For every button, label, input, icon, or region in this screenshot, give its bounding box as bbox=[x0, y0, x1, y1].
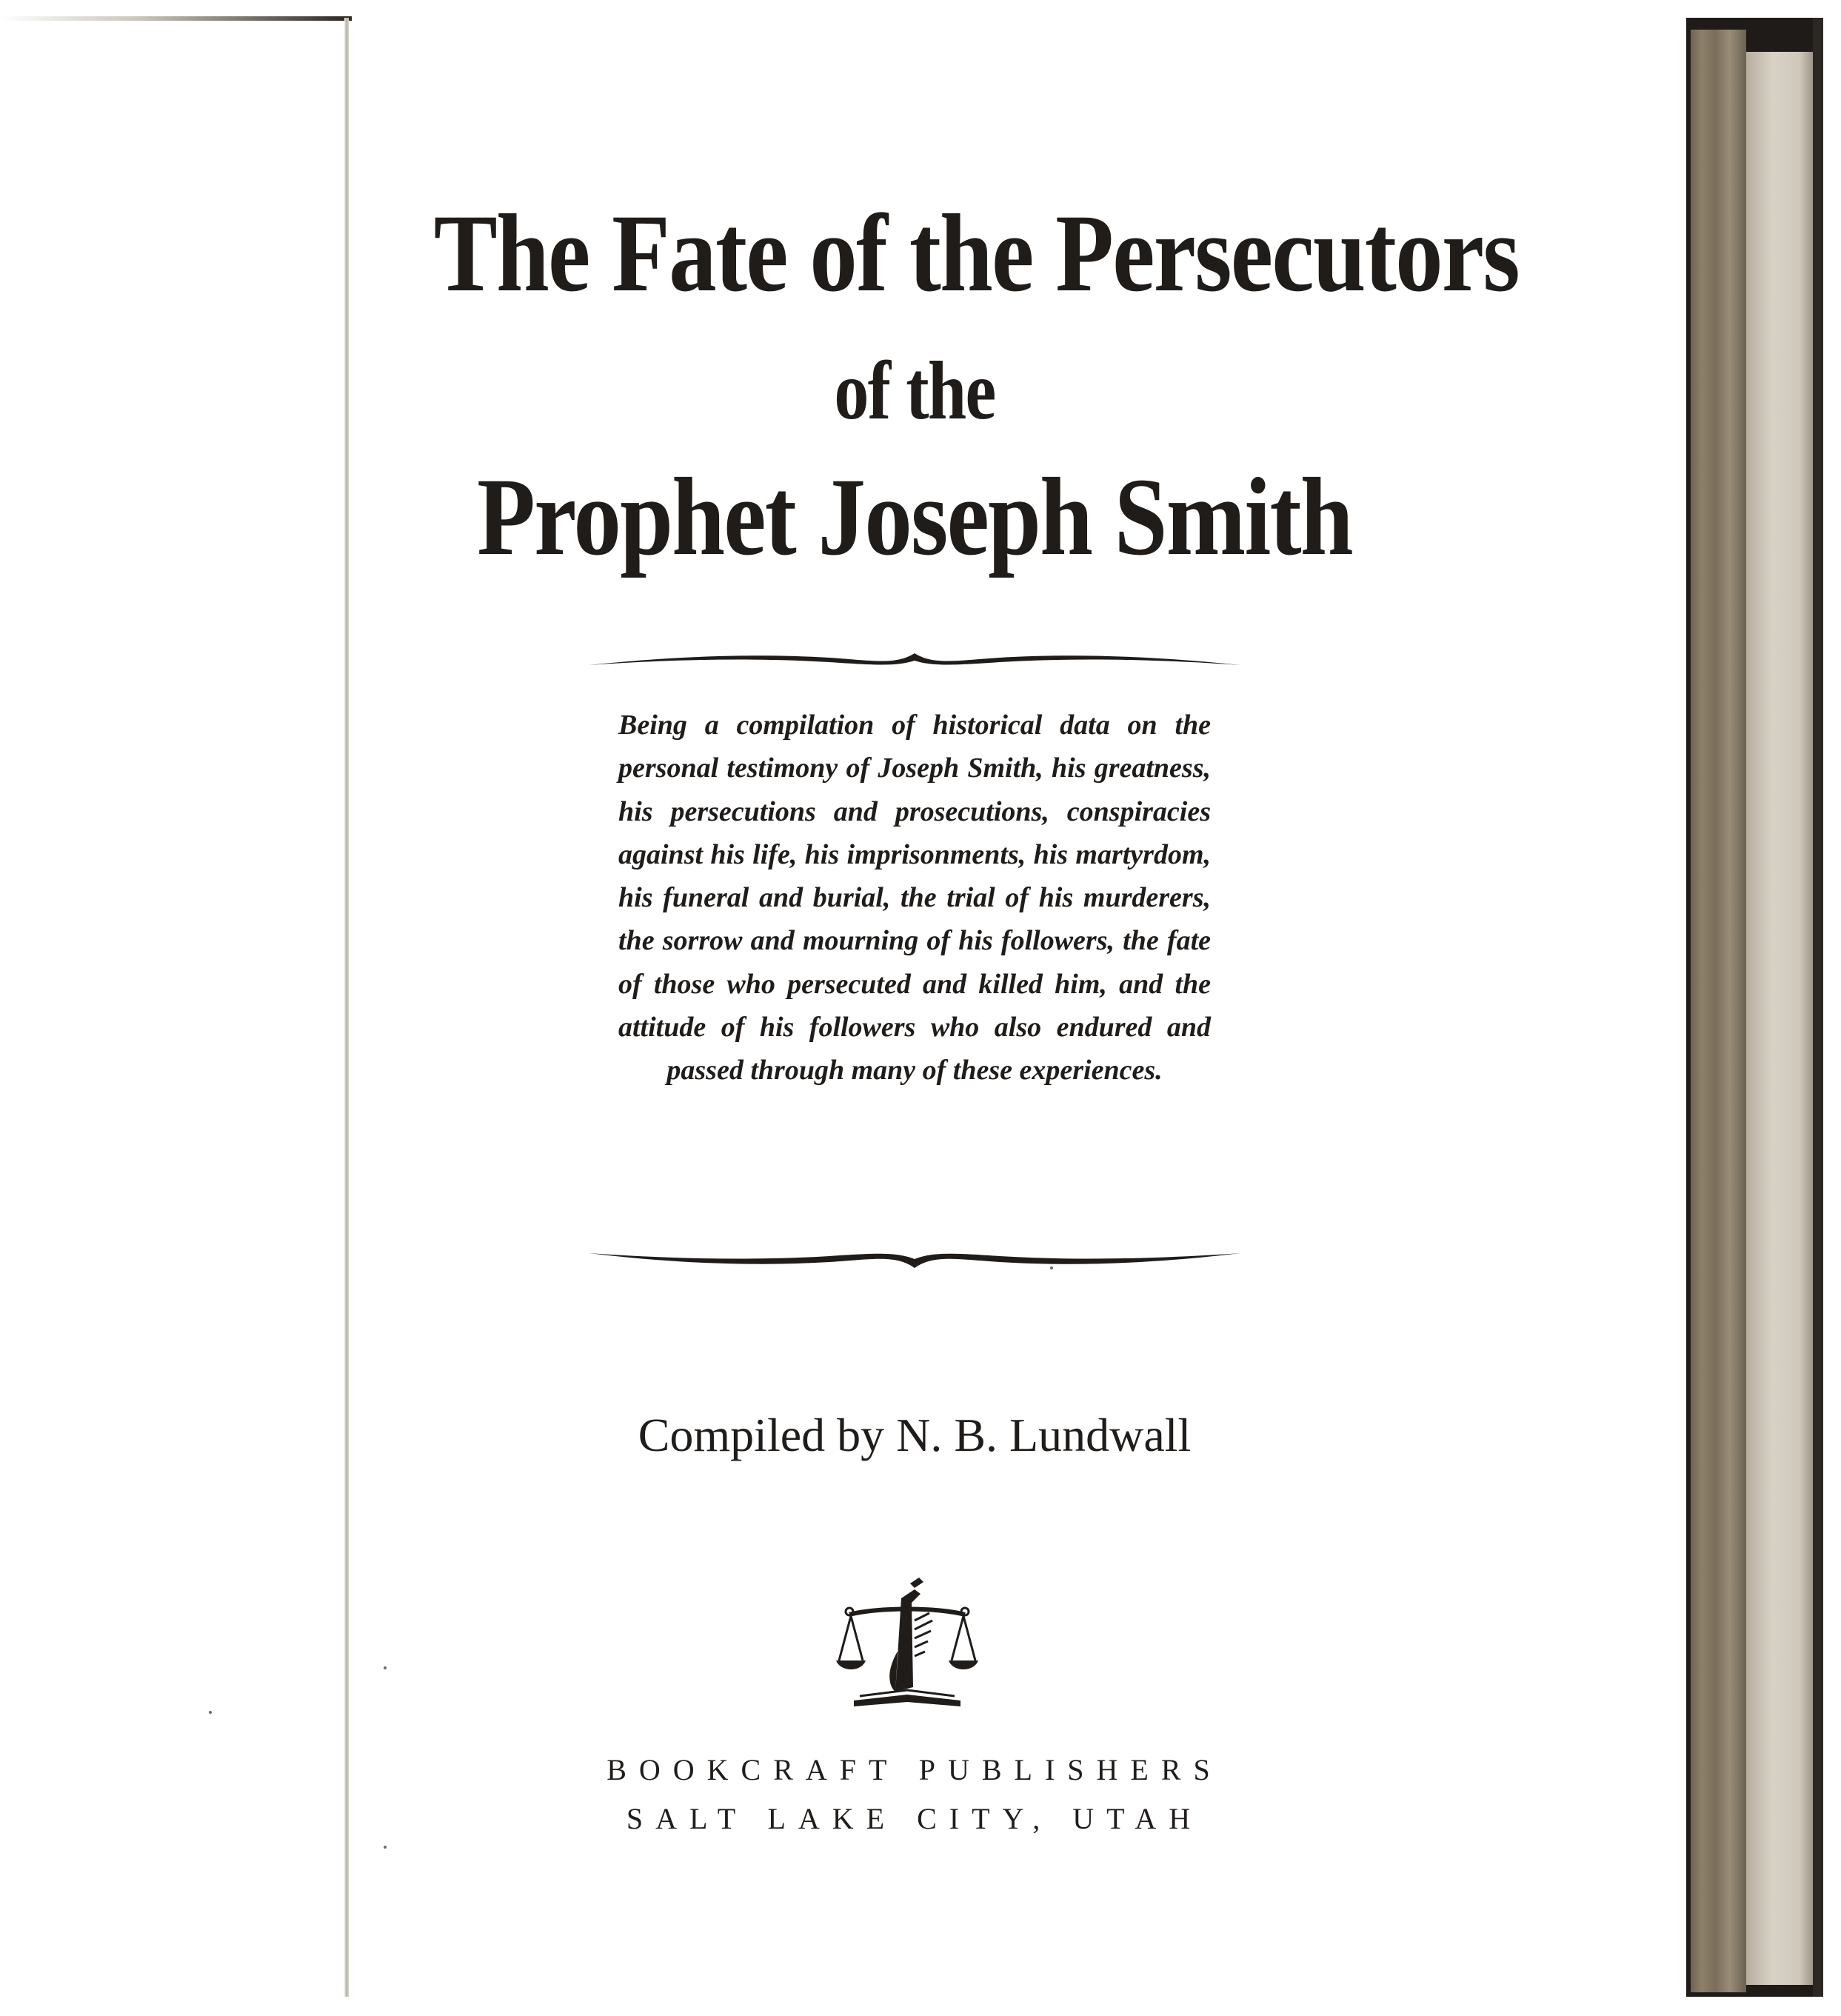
ornamental-rule-top bbox=[585, 643, 1244, 672]
page-fore-edge bbox=[1691, 30, 1746, 1992]
title-line-2: of the bbox=[834, 345, 995, 437]
ornamental-rule-bottom bbox=[585, 1247, 1244, 1277]
cover-board-strip bbox=[1813, 18, 1823, 1997]
publisher-city: SALT LAKE CITY, UTAH bbox=[626, 1802, 1203, 1835]
book-gutter bbox=[344, 18, 349, 1997]
page-fore-edge-highlight bbox=[1746, 52, 1813, 1985]
left-blank-page bbox=[0, 21, 344, 1997]
description-paragraph: Being a compilation of historical data on the personal testimony of Joseph Smith, his greatness, his persecutions and prosecutions, conspiracies against his life, his imprisonments, his martyrdom, his funeral and burial, the trial of his murderers, the sorrow and mourning of his followers, the fate of those who persecuted and killed him, and the attitude of his followers who also endured and passed through many of these experiences. bbox=[618, 710, 1211, 1087]
paper-speck bbox=[384, 1666, 387, 1669]
title-line-3: Prophet Joseph Smith bbox=[477, 455, 1352, 578]
paper-speck bbox=[384, 1846, 387, 1849]
compiler-credit: Compiled by N. B. Lundwall bbox=[638, 1409, 1192, 1461]
left-page-top-edge bbox=[0, 16, 352, 21]
scales-of-justice-book-icon bbox=[833, 1569, 981, 1717]
title-line-1: The Fate of the Persecutors bbox=[433, 192, 1519, 315]
paper-speck bbox=[209, 1711, 212, 1714]
publisher-name: BOOKCRAFT PUBLISHERS bbox=[607, 1753, 1223, 1786]
